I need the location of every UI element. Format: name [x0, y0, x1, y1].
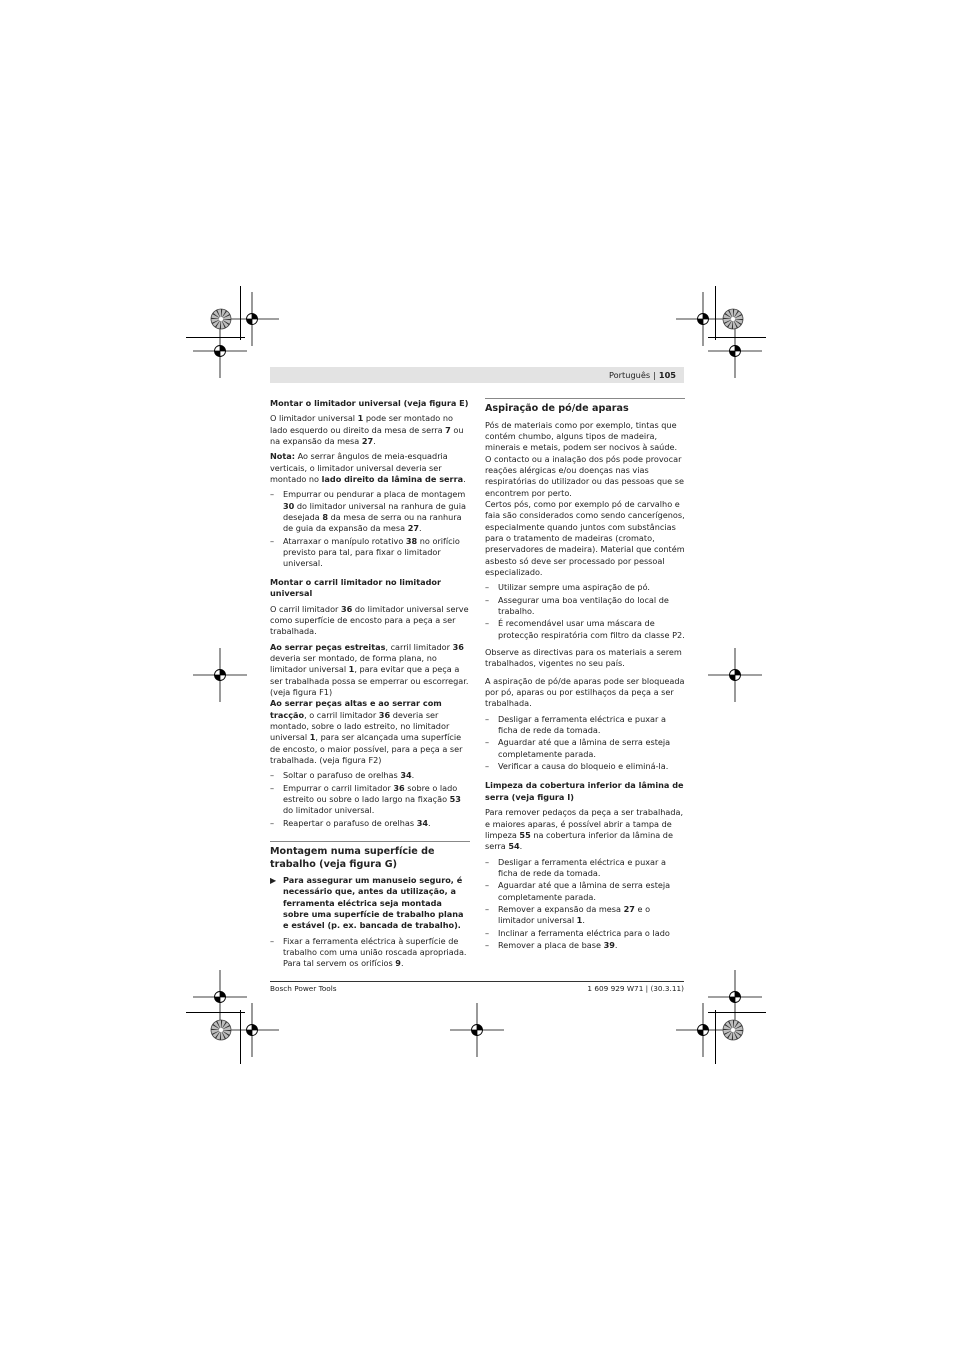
footer-doc-id: 1 609 929 W71 | (30.3.11) — [587, 984, 684, 993]
registration-mark-icon — [708, 648, 762, 702]
text: . — [373, 436, 376, 447]
header-separator: | — [653, 370, 656, 380]
footer-brand: Bosch Power Tools — [270, 984, 337, 993]
paragraph: Ao serrar peças estreitas, carril limitador 36 deveria ser montado, de forma plana, no limitador universal 1, para evitar que a peça a ser trabalhada possa se emperrar ou escorregar. (veja figura F1) — [270, 641, 469, 697]
color-target-icon — [210, 1019, 232, 1041]
registration-mark-icon — [193, 648, 247, 702]
list-item: – Inclinar a ferramenta eléctrica para o lado — [485, 928, 685, 939]
text: pode ser montado no lado esquerdo ou direito da mesa de serra — [270, 413, 453, 435]
ref-number: 27 — [361, 436, 374, 447]
list-item: – Utilizar sempre uma aspiração de pó. — [485, 582, 685, 593]
list-item: – Verificar a causa do bloqueio e eliminá-la. — [485, 761, 685, 772]
list-item: – Soltar o parafuso de orelhas 34. — [270, 770, 470, 781]
list-item: – Empurrar ou pendurar a placa de montagem 30 do limitador universal na ranhura de guia desejada 8 da mesa de serra ou na ranhura de guia da expansão da mesa 27. — [270, 489, 470, 534]
warning-text: Para assegurar um manuseio seguro, é necessário que, antes da utilização, a ferramenta eléctrica seja montada sobre uma superfície de trabalho plana e estável (p. ex. bancada de trabalho). — [283, 875, 464, 931]
safety-warning — [270, 875, 470, 932]
text: . — [463, 474, 466, 485]
registration-mark-icon — [225, 1003, 279, 1057]
list-item: – Fixar a ferramenta eléctrica à superfície de trabalho com uma união roscada apropriada. Para tal servem os orifícios 9. — [270, 936, 470, 970]
left-column — [270, 398, 470, 974]
list-item: – Empurrar o carril limitador 36 sobre o lado estreito ou sobre o lado largo na fixação 53 do limitador universal. — [270, 783, 470, 817]
registration-mark-icon — [708, 324, 762, 378]
registration-mark-icon — [450, 1003, 504, 1057]
text: ou na expansão da mesa — [270, 424, 464, 447]
page-footer — [270, 981, 684, 994]
paragraph: Ao serrar peças altas e ao serrar com tracção, o carril limitador 36 deveria ser montado, sobre o lado estreito, no limitador universal 1, para ser alcançada uma superfície de encosto, o maior possível, para a peça a ser trabalhada. (veja figura F2) — [270, 698, 463, 765]
section-title-blade-guard-cleaning: Limpeza da cobertura inferior da lâmina de serra (veja figura I) — [485, 780, 684, 802]
paragraph: Certos pós, como por exemplo pó de carvalho e faia são considerados como sendo cancerígenos, especialmente quando juntos com substâncias para o tratamento de madeiras (cromato, preservadores de madeira). Material que contém asbesto só deve ser processado por pessoal especializado. — [485, 498, 685, 577]
list-item: – É recomendável usar uma máscara de protecção respiratória com filtro da classe P2. — [485, 618, 685, 641]
color-target-icon — [722, 308, 744, 330]
list-item: – Desligar a ferramenta eléctrica e puxar a ficha de rede da tomada. — [485, 714, 685, 737]
paragraph — [270, 413, 470, 447]
color-target-icon — [722, 1019, 744, 1041]
registration-mark-icon — [193, 324, 247, 378]
step-list — [485, 857, 685, 952]
text-bold: lado direito da lâmina de serra — [321, 474, 464, 485]
ref-number: 1 — [357, 413, 364, 424]
paragraph: Para remover pedaços da peça a ser trabalhada, e maiores aparas, é possível abrir a tampa de limpeza 55 na cobertura inferior da lâmina de serra 54. — [485, 807, 684, 852]
section-title-workbench-mounting: Montagem numa superfície de trabalho (veja figura G) — [270, 841, 470, 871]
list-item: – Aguardar até que a lâmina de serra esteja completamente parada. — [485, 880, 685, 903]
step-list — [485, 714, 685, 773]
step-list — [270, 489, 470, 569]
page-header — [270, 367, 684, 383]
header-language: Português — [609, 370, 651, 380]
list-item: – Reapertar o parafuso de orelhas 34. — [270, 818, 470, 829]
note-label: Nota: — [270, 451, 295, 462]
text: Ao serrar ângulos de meia-esquadria verticais, o limitador universal deveria ser montado no — [270, 451, 448, 485]
ref-number: 7 — [445, 424, 451, 435]
right-column — [485, 398, 685, 955]
step-list — [485, 582, 685, 641]
list-item: – Atarraxar o manípulo rotativo 38 no orifício previsto para tal, para fixar o limitador universal. — [270, 536, 470, 570]
section-title-universal-stop: Montar o limitador universal (veja figura E) — [270, 398, 469, 408]
step-list — [270, 770, 470, 829]
page-number: 105 — [658, 370, 676, 380]
paragraph: Pós de materiais como por exemplo, tintas que contém chumbo, alguns tipos de madeira, minerais e metais, podem ser nocivos à saúde. O contacto ou a inalação dos pós pode provocar reações alérgicas e/ou doenças nas vias respiratórias do utilizador ou das pessoas que se encontrem por perto. — [485, 419, 684, 498]
warning-arrow-icon: ▶ — [270, 876, 277, 886]
list-item: – Remover a placa de base 39. — [485, 940, 685, 951]
paragraph: A aspiração de pó/de aparas pode ser bloqueada por pó, aparas ou por estilhaços da peça a ser trabalhada. — [485, 675, 685, 709]
text: O limitador universal — [270, 413, 358, 424]
section-title-stop-rail: Montar o carril limitador no limitador universal — [270, 576, 441, 599]
step-list — [270, 936, 470, 970]
list-item: – Assegurar uma boa ventilação do local de trabalho. — [485, 595, 685, 618]
list-item: – Remover a expansão da mesa 27 e o limitador universal 1. — [485, 904, 685, 927]
note-paragraph — [270, 451, 470, 485]
paragraph: O carril limitador 36 do limitador universal serve como superfície de encosto para a peça a ser trabalhada. — [270, 603, 469, 637]
list-item: – Desligar a ferramenta eléctrica e puxar a ficha de rede da tomada. — [485, 857, 685, 880]
color-target-icon — [210, 308, 232, 330]
section-title-dust-extraction: Aspiração de pó/de aparas — [485, 398, 685, 416]
list-item: – Aguardar até que a lâmina de serra esteja completamente parada. — [485, 737, 685, 760]
paragraph: Observe as directivas para os materiais a serem trabalhados, vigentes no seu país. — [485, 647, 682, 669]
